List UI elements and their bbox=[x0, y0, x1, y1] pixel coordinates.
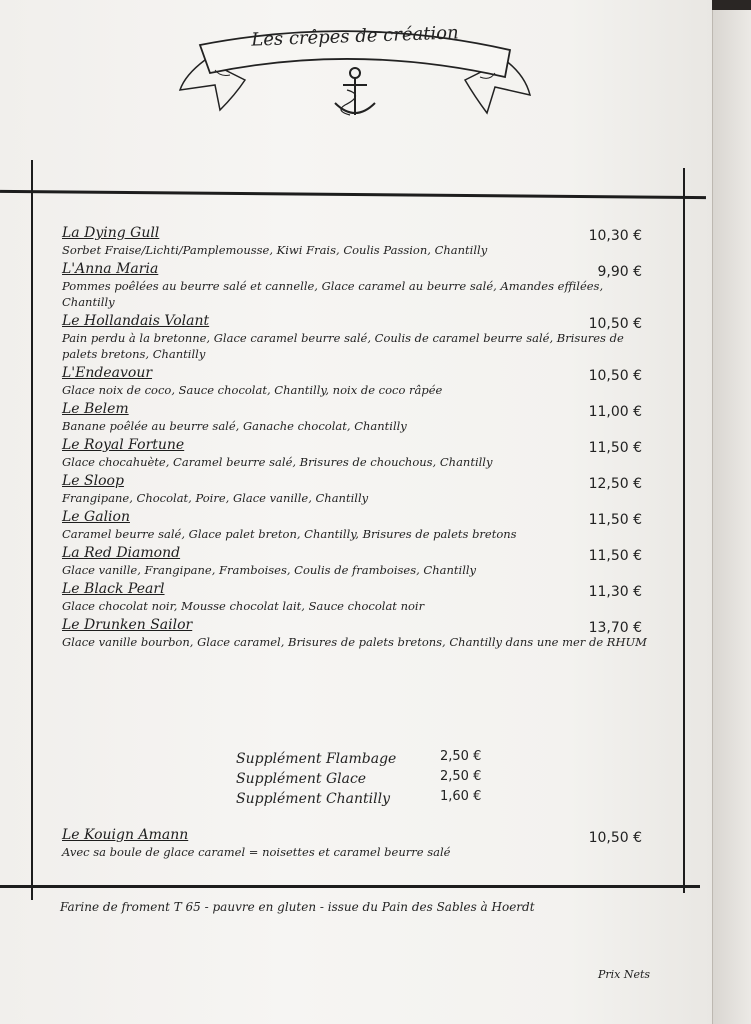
frame-right-line bbox=[683, 168, 685, 893]
menu-item bbox=[62, 508, 662, 542]
item-name: Le Hollandais Volant bbox=[62, 313, 210, 329]
item-price: 12,50 € bbox=[588, 476, 642, 492]
item-price: 11,30 € bbox=[588, 584, 642, 600]
item-description: Glace noix de coco, Sauce chocolat, Chantilly, noix de coco râpée bbox=[62, 383, 443, 397]
menu-item bbox=[62, 364, 662, 398]
item-description: Glace chocolat noir, Mousse chocolat lait, Sauce chocolat noir bbox=[62, 599, 425, 613]
supplement-row bbox=[236, 788, 516, 808]
item-name: Le Belem bbox=[62, 401, 129, 417]
item-description: Banane poêlée au beurre salé, Ganache chocolat, Chantilly bbox=[62, 419, 407, 433]
item-name: Le Drunken Sailor bbox=[62, 617, 193, 633]
item-name: Le Black Pearl bbox=[62, 581, 165, 597]
supplement-row bbox=[236, 748, 516, 768]
item-name: La Dying Gull bbox=[62, 225, 160, 241]
item-name: L'Anna Maria bbox=[62, 261, 159, 277]
menu-item bbox=[62, 224, 662, 258]
item-price: 11,50 € bbox=[588, 512, 642, 528]
anchor-icon bbox=[335, 68, 375, 115]
item-price: 10,50 € bbox=[588, 316, 642, 332]
item-name: Le Sloop bbox=[62, 473, 124, 489]
item-name: Le Royal Fortune bbox=[62, 437, 185, 453]
prix-nets-label: Prix Nets bbox=[598, 968, 651, 981]
item-description: Avec sa boule de glace caramel = noisettes et caramel beurre salé bbox=[62, 845, 451, 859]
item-name: L'Endeavour bbox=[62, 365, 153, 381]
next-page-edge bbox=[712, 10, 751, 1024]
item-price: 11,00 € bbox=[588, 404, 642, 420]
item-price: 10,50 € bbox=[588, 368, 642, 384]
item-description: Glace chocahuète, Caramel beurre salé, Brisures de chouchous, Chantilly bbox=[62, 455, 493, 469]
item-name: Le Galion bbox=[62, 509, 130, 525]
item-name: La Red Diamond bbox=[62, 545, 181, 561]
menu-item bbox=[62, 400, 662, 434]
supplement-label: Supplément Flambage bbox=[236, 751, 397, 767]
item-description: Caramel beurre salé, Glace palet breton, Chantilly, Brisures de palets bretons bbox=[62, 527, 517, 541]
supplement-price: 2,50 € bbox=[440, 769, 482, 784]
flour-note: Farine de froment T 65 - pauvre en gluten - issue du Pain des Sables à Hoerdt bbox=[60, 900, 535, 914]
item-price: 13,70 € bbox=[588, 620, 642, 636]
item-description: Glace vanille, Frangipane, Framboises, Coulis de framboises, Chantilly bbox=[62, 563, 477, 577]
item-price: 11,50 € bbox=[588, 548, 642, 564]
menu-item bbox=[62, 544, 662, 578]
item-price: 10,30 € bbox=[588, 228, 642, 244]
menu-item bbox=[62, 436, 662, 470]
item-price: 11,50 € bbox=[588, 440, 642, 456]
supplement-label: Supplément Glace bbox=[236, 771, 367, 787]
item-name: Le Kouign Amann bbox=[62, 827, 189, 843]
menu-item bbox=[62, 580, 662, 614]
crepe-list bbox=[62, 224, 662, 652]
item-description: Sorbet Fraise/Lichti/Pamplemousse, Kiwi Frais, Coulis Passion, Chantilly bbox=[62, 243, 488, 257]
menu-item bbox=[62, 472, 662, 506]
supplements-list bbox=[236, 748, 516, 808]
item-description: Pommes poêlées au beurre salé et cannelle, Glace caramel au beurre salé, Amandes effilées, Chantilly bbox=[62, 279, 604, 309]
item-description: Pain perdu à la bretonne, Glace caramel beurre salé, Coulis de caramel beurre salé, Brisures de palets bretons, Chantilly bbox=[62, 331, 624, 361]
supplement-price: 1,60 € bbox=[440, 789, 482, 804]
frame-left-line bbox=[31, 160, 33, 900]
supplement-label: Supplément Chantilly bbox=[236, 791, 391, 807]
frame-bottom-line bbox=[0, 885, 700, 888]
kouign-amann-item bbox=[62, 826, 662, 860]
menu-item bbox=[62, 616, 662, 650]
item-price: 10,50 € bbox=[588, 830, 642, 846]
supplement-price: 2,50 € bbox=[440, 749, 482, 764]
menu-item bbox=[62, 312, 662, 362]
item-description: Glace vanille bourbon, Glace caramel, Brisures de palets bretons, Chantilly dans une mer de RHUM bbox=[62, 635, 647, 649]
item-description: Frangipane, Chocolat, Poire, Glace vanille, Chantilly bbox=[62, 491, 369, 505]
menu-item bbox=[62, 260, 662, 310]
item-price: 9,90 € bbox=[597, 264, 642, 280]
menu-title: Les crêpes de création bbox=[250, 22, 460, 51]
supplement-row bbox=[236, 768, 516, 788]
